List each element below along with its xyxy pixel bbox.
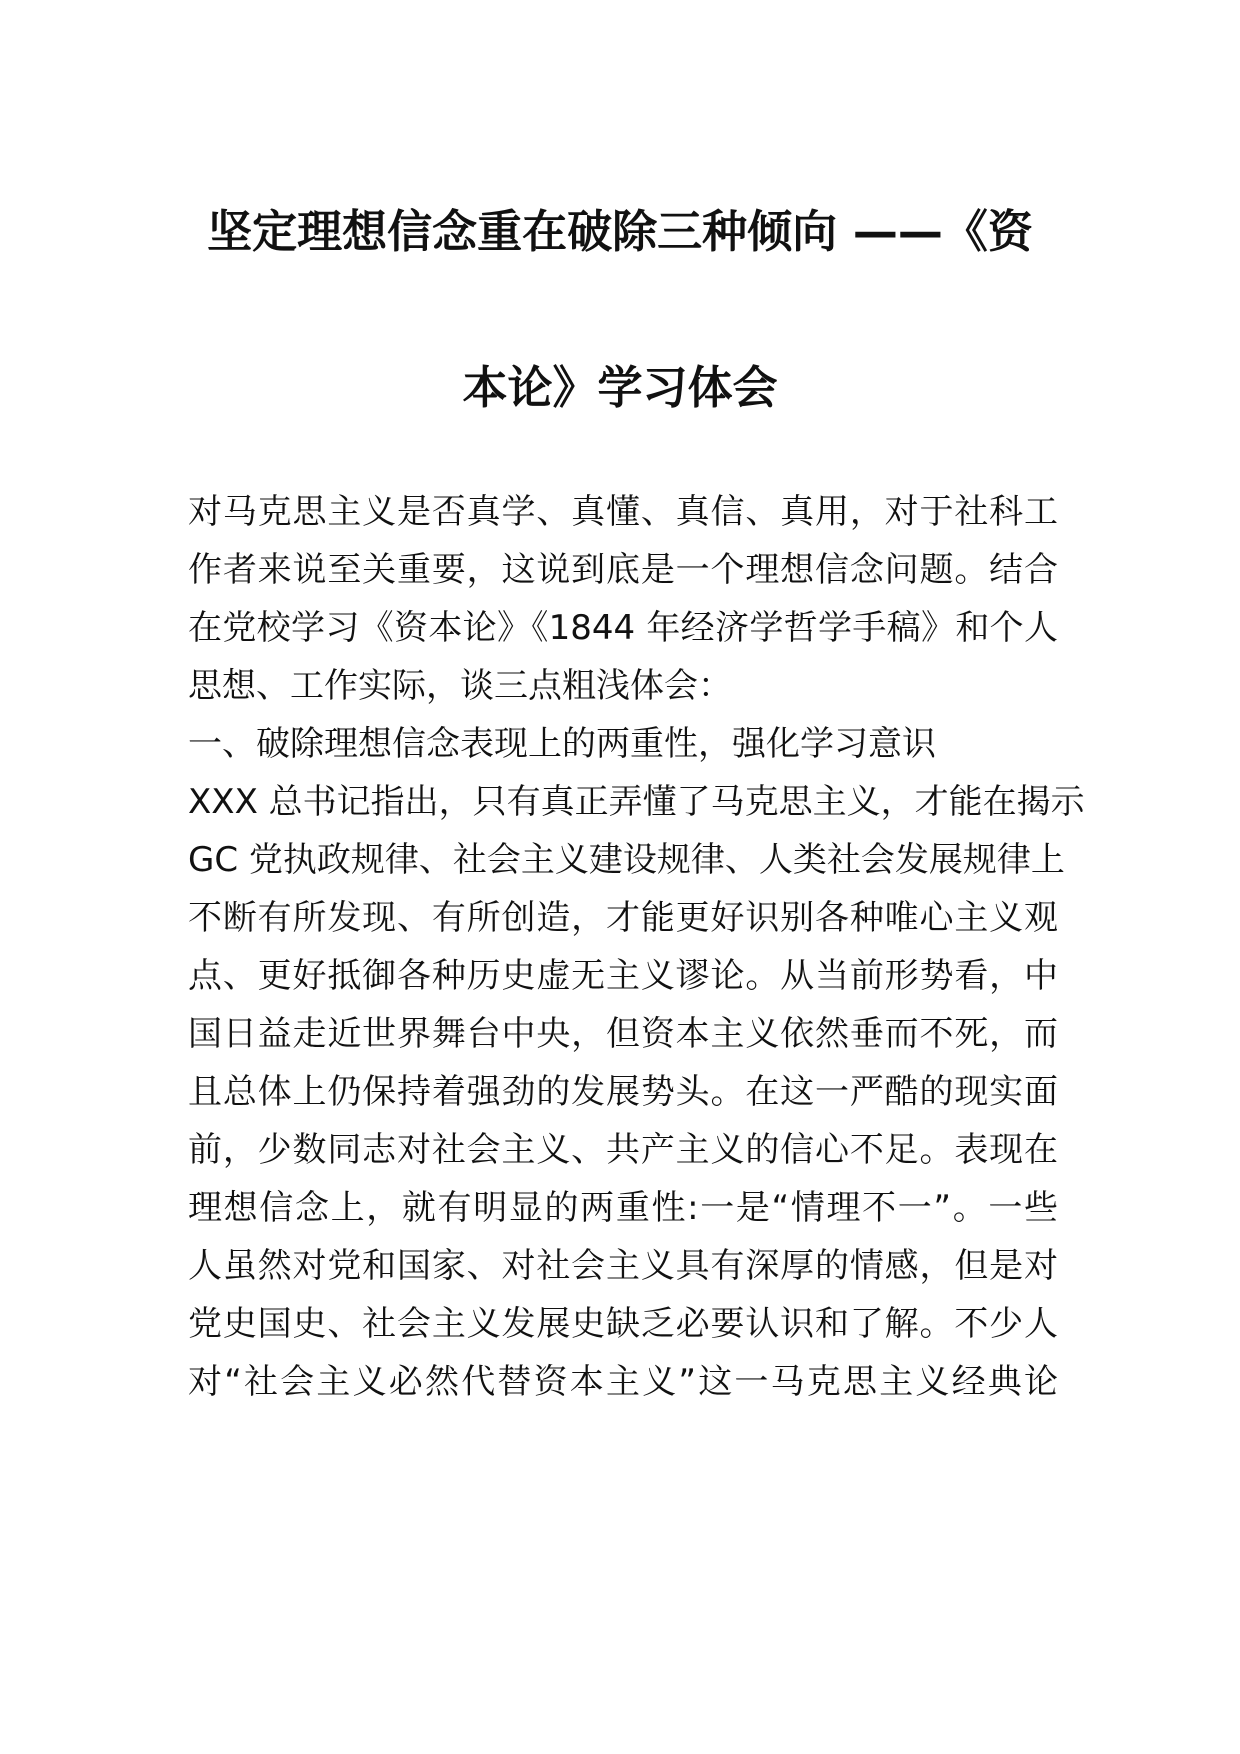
paragraph-line: 国日益走近世界舞台中央，但资本主义依然垂而不死，而 [188, 1014, 1058, 1054]
section-heading: 一、破除理想信念表现上的两重性，强化学习意识 [188, 724, 936, 764]
paragraph-line: 点、更好抵御各种历史虚无主义谬论。从当前形势看，中 [188, 956, 1058, 996]
paragraph-line: 作者来说至关重要，这说到底是一个理想信念问题。结合 [188, 550, 1058, 590]
paragraph-line: 对马克思主义是否真学、真懂、真信、真用，对于社科工 [188, 492, 1058, 532]
document-title-line-1: 坚定理想信念重在破除三种倾向 ——《资 [207, 205, 1033, 258]
paragraph-line: 在党校学习《资本论》《1844 年经济学哲学手稿》和个人 [188, 608, 1058, 648]
document-title-line-2: 本论》学习体会 [462, 361, 778, 414]
paragraph-line: 人虽然对党和国家、对社会主义具有深厚的情感，但是对 [188, 1246, 1058, 1286]
paragraph-line: 前，少数同志对社会主义、共产主义的信心不足。表现在 [188, 1130, 1058, 1170]
paragraph-line: 且总体上仍保持着强劲的发展势头。在这一严酷的现实面 [188, 1072, 1058, 1112]
paragraph-line: 对“社会主义必然代替资本主义”这一马克思主义经典论 [188, 1362, 1058, 1402]
paragraph-line: 思想、工作实际，谈三点粗浅体会： [188, 666, 732, 706]
paragraph-line: 不断有所发现、有所创造，才能更好识别各种唯心主义观 [188, 898, 1058, 938]
paragraph-line: XXX 总书记指出，只有真正弄懂了马克思主义，才能在揭示 [188, 782, 1085, 822]
paragraph-line: GC 党执政规律、社会主义建设规律、人类社会发展规律上 [188, 840, 1065, 880]
paragraph-line: 党史国史、社会主义发展史缺乏必要认识和了解。不少人 [188, 1304, 1058, 1344]
paragraph-line: 理想信念上，就有明显的两重性:一是“情理不一”。一些 [188, 1188, 1058, 1228]
